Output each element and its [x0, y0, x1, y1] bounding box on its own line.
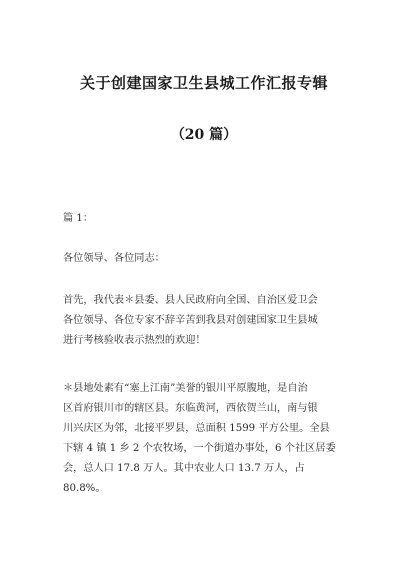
paragraph-1-line-3: 进行考核验收表示热烈的欢迎！	[63, 335, 206, 346]
salutation: 各位领导、各位同志：	[63, 253, 165, 264]
paragraph-1-line-1: 首先，我代表＊县委、县人民政府向全国、自治区爱卫会	[63, 295, 318, 306]
paragraph-2-line-4: 下辖 4 镇 1 乡 2 个农牧场，一个街道办事处，6 个社区居委	[63, 443, 336, 454]
paragraph-2-line-3: 川兴庆区为邻，北接平罗县，总面积 1599 平方公里。全县	[63, 423, 330, 434]
paragraph-2-line-5: 会，总人口 17.8 万人。其中农业人口 13.7 万人，占	[63, 463, 305, 474]
paragraph-2-line-1: ＊县地处素有“塞上江南”美誉的银川平原腹地，是自治	[63, 383, 308, 394]
paragraph-2-line-6: 80.8%。	[63, 483, 106, 494]
paragraph-2-line-2: 区首府银川市的辖区县。东临黄河，西依贺兰山，南与银	[63, 403, 318, 414]
document-subtitle: （20 篇）	[170, 127, 238, 143]
paragraph-1-line-2: 各位领导、各位专家不辞辛苦到我县对创建国家卫生县城	[63, 315, 318, 326]
document-title: 关于创建国家卫生县城工作汇报专辑	[79, 74, 328, 92]
section-label: 篇 1：	[63, 213, 94, 224]
